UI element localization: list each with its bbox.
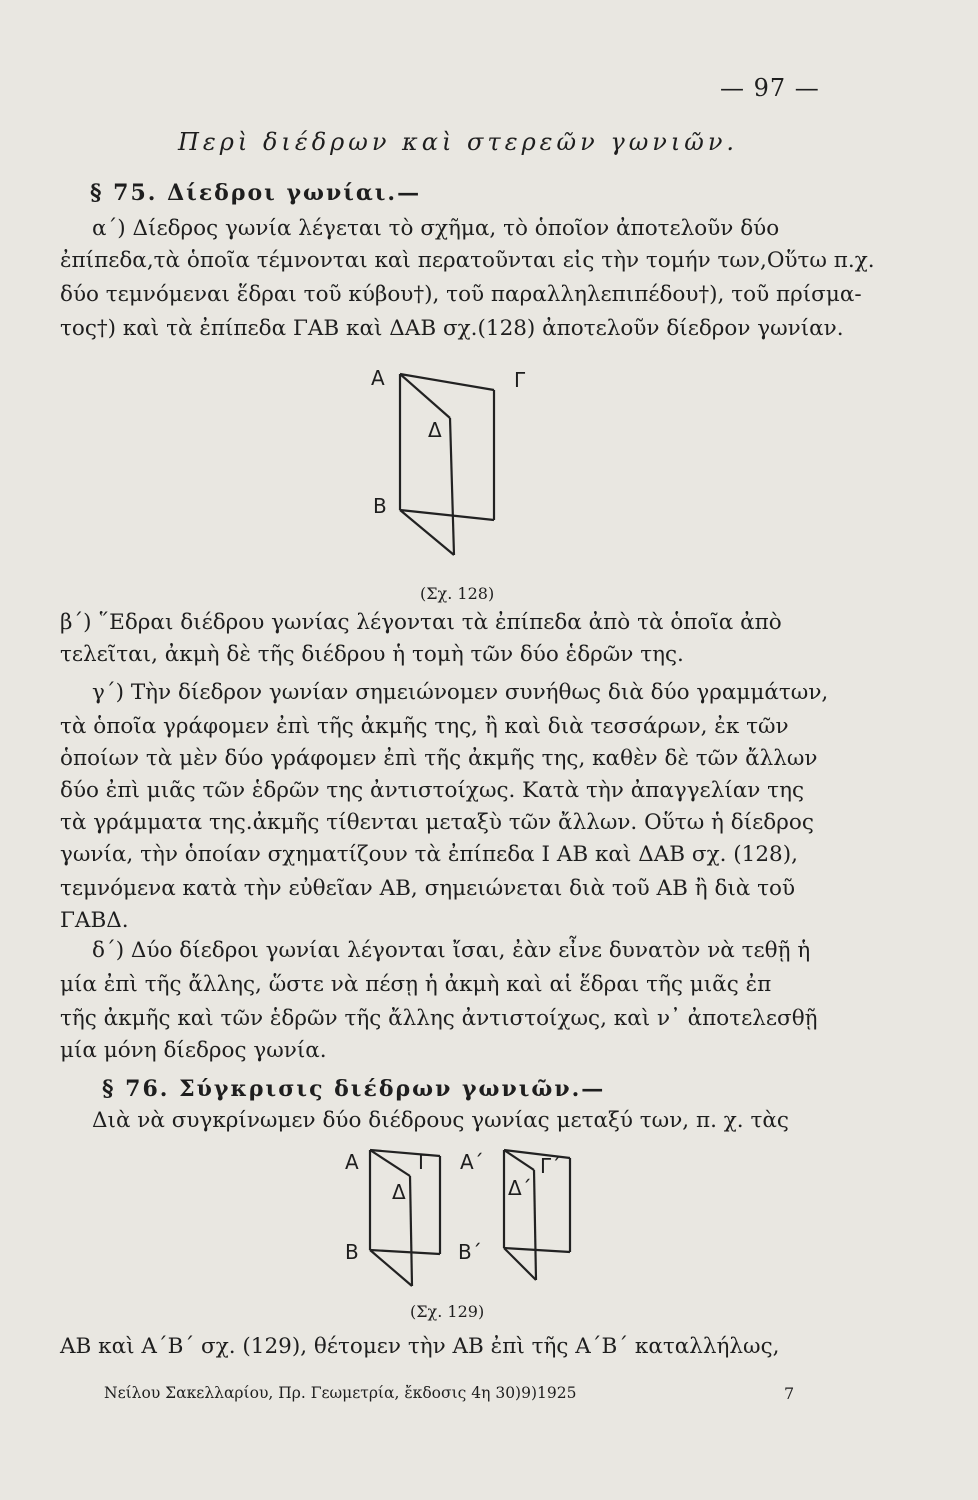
last-line: ΑΒ καὶ Α΄Β΄ σχ. (129), θέτομεν τὴν ΑΒ ἐπὶ τῆς Α΄Β΄ καταλλήλως,: [60, 1334, 780, 1359]
figure-128-caption: (Σχ. 128): [420, 584, 495, 603]
para-c-line: γωνία, τὴν ὁποίαν σχηματίζουν τὰ ἐπίπεδα Ι ΑΒ καὶ ΔΑΒ σχ. (128),: [60, 842, 798, 867]
para-c-line: τὰ γράμματα της.ἀκμῆς τίθενται μεταξὺ τῶν ἄλλων. Οὕτω ἡ δίεδρος: [60, 810, 814, 835]
chapter-title: Περὶ διέδρων καὶ στερεῶν γωνιῶν.: [178, 128, 739, 156]
para-d-line: τῆς ἀκμῆς καὶ τῶν ἑδρῶν τῆς ἄλλης ἀντιστοίχως, καὶ ν᾽ ἀποτελεσθῇ: [60, 1006, 818, 1031]
fig129-right-label-g: Γ΄: [540, 1154, 562, 1178]
face-ABD-bottom: [400, 510, 454, 555]
section-76-heading: § 76. Σύγκρισις διέδρων γωνιῶν.—: [102, 1076, 606, 1102]
footer-imprint: Νείλου Σακελλαρίου, Πρ. Γεωμετρία, ἔκδοσις 4η 30)9)1925: [104, 1384, 577, 1402]
fig129-left-label-b: Β: [345, 1240, 359, 1264]
para-a-line: τος†) καὶ τὰ ἐπίπεδα ΓΑΒ καὶ ΔΑΒ σχ.(128) ἀποτελοῦν δίεδρον γωνίαν.: [60, 316, 844, 341]
para-a-line: α΄) Δίεδρος γωνία λέγεται τὸ σχῆμα, τὸ ὁποῖον ἀποτελοῦν δύο: [92, 216, 780, 241]
fig128-label-d: Δ: [428, 418, 442, 442]
para-a-line: ἐπίπεδα,τὰ ὁποῖα τέμνονται καὶ περατοῦνται εἰς τὴν τομήν των,Οὕτω π.χ.: [60, 248, 875, 273]
page-number: — 97 —: [720, 74, 820, 102]
footer-signature: 7: [784, 1384, 795, 1403]
fig129-right-label-b: Β΄: [458, 1240, 482, 1264]
figure-129-caption: (Σχ. 129): [410, 1302, 485, 1321]
para-d-line: μία μόνη δίεδρος γωνία.: [60, 1038, 327, 1063]
para-a-line: δύο τεμνόμεναι ἕδραι τοῦ κύβου†), τοῦ παραλληλεπιπέδου†), τοῦ πρίσμα-: [60, 282, 862, 307]
para-c-line: δύο ἐπὶ μιᾶς τῶν ἑδρῶν της ἀντιστοίχως. Κατὰ τὴν ἀπαγγελίαν της: [60, 778, 804, 803]
fig128-label-a: Α: [371, 366, 385, 390]
para-c-line: τὰ ὁποῖα γράφομεν ἐπὶ τῆς ἀκμῆς της, ἢ καὶ διὰ τεσσάρων, ἐκ τῶν: [60, 714, 789, 739]
para-d-line: μία ἐπὶ τῆς ἄλλης, ὥστε νὰ πέσῃ ἡ ἀκμὴ καὶ αἱ ἕδραι τῆς μιᾶς ἐπ: [60, 972, 772, 997]
para-c-line: γ΄) Τὴν δίεδρον γωνίαν σημειώνομεν συνήθως διὰ δύο γραμμάτων,: [92, 680, 829, 705]
face-ABD-right: [450, 418, 454, 555]
para-c-line: ὁποίων τὰ μὲν δύο γράφομεν ἐπὶ τῆς ἀκμῆς της, καθὲν δὲ τῶν ἄλλων: [60, 746, 818, 771]
fig129-left-label-a: Α: [345, 1150, 359, 1174]
para-76-line: Διὰ νὰ συγκρίνωμεν δύο διέδρους γωνίας μεταξύ των, π. χ. τὰς: [92, 1108, 789, 1133]
fig128-label-b: Β: [373, 494, 387, 518]
figure-128-dihedral-angle: [380, 360, 540, 580]
fig129-left-label-g: Γ: [418, 1150, 430, 1174]
fig129-right-label-a: Α΄: [460, 1150, 484, 1174]
para-c-line: τεμνόμενα κατὰ τὴν εὐθεῖαν ΑΒ, σημειώνεται διὰ τοῦ ΑΒ ἢ διὰ τοῦ: [60, 876, 796, 901]
figure-129-left: [350, 1140, 470, 1300]
para-b-line: β΄) ῞Εδραι διέδρου γωνίας λέγονται τὰ ἐπίπεδα ἀπὸ τὰ ὁποῖα ἀπὸ: [60, 610, 782, 635]
para-b-line: τελεῖται, ἀκμὴ δὲ τῆς διέδρου ἡ τομὴ τῶν δύο ἑδρῶν της.: [60, 642, 684, 667]
fig128-label-g: Γ: [514, 368, 526, 392]
section-75-heading: § 75. Δίεδροι γωνίαι.—: [90, 180, 422, 206]
fig129-right-label-d: Δ΄: [508, 1176, 532, 1200]
fig129-left-label-d: Δ: [392, 1180, 406, 1204]
face-ABG-bottom: [400, 510, 494, 520]
para-d-line: δ΄) Δύο δίεδροι γωνίαι λέγονται ἴσαι, ἐὰν εἶνε δυνατὸν νὰ τεθῇ ἡ: [92, 938, 811, 963]
para-c-line: ΓΑΒΔ.: [60, 908, 129, 933]
